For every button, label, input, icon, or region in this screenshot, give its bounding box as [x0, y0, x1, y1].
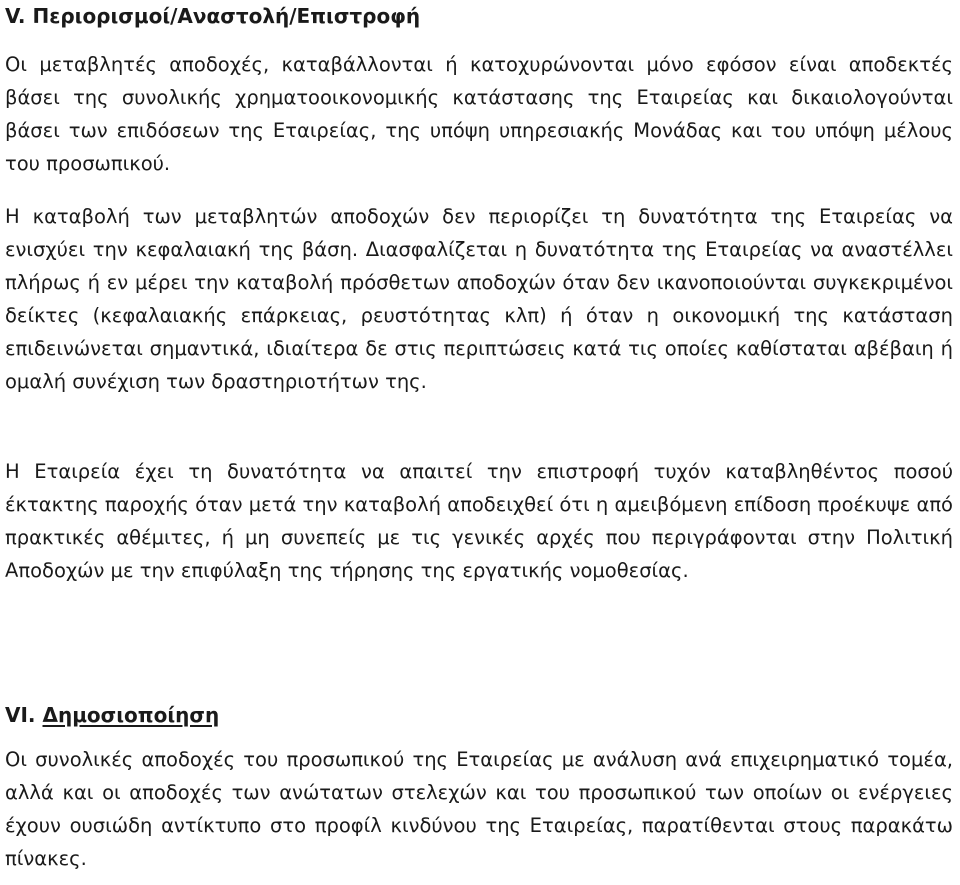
section-title: Δημοσιοποίηση	[42, 703, 220, 727]
section-heading-restrictions: V. Περιορισμοί/Αναστολή/Επιστροφή	[5, 4, 421, 28]
paragraph-clawback: Η Εταιρεία έχει τη δυνατότητα να απαιτεί την επιστροφή τυχόν καταβληθέντος ποσού έκτακτης παροχής όταν μετά την καταβολή αποδειχθεί ότι η αμειβόμενη επίδοση προέκυψε από πρακτικές αθέμιτες, ή μη συνεπείς με τις γενικές αρχές που περιγράφονται στην Πολιτική Αποδοχών με την επιφύλαξη της τήρησης της εργατικής νομοθεσίας.	[5, 460, 953, 582]
paragraph-suspension: Η καταβολή των μεταβλητών αποδοχών δεν περιορίζει τη δυνατότητα της Εταιρείας να ενισχύει την κεφαλαιακή της βάση. Διασφαλίζεται η δυνατότητα της Εταιρείας να αναστέλλει πλήρως ή εν μέρει την καταβολή πρόσθετων αποδοχών όταν δεν ικανοποιούνται συγκεκριμένοι δείκτες (κεφαλαιακής επάρκειας, ρευστότητας κλπ) ή όταν η οικονομική της κατάσταση επιδεινώνεται σημαντικά, ιδιαίτερα δε στις περιπτώσεις κατά τις οποίες καθίσταται αβέβαιη ή ομαλή συνέχιση των δραστηριοτήτων της.	[5, 205, 953, 393]
paragraph-disclosure: Οι συνολικές αποδοχές του προσωπικού της Εταιρείας με ανάλυση ανά επιχειρηματικό τομέα, αλλά και οι αποδοχές των ανώτατων στελεχών και του προσωπικού των οποίων οι ενέργειες έχουν ουσιώδη αντίκτυπο στο προφίλ κινδύνου της Εταιρείας, παρατίθενται στους παρακάτω πίνακες.	[5, 748, 953, 870]
section-number: VI.	[5, 703, 36, 727]
section-heading-disclosure	[5, 700, 219, 730]
paragraph-variable-remuneration: Οι μεταβλητές αποδοχές, καταβάλλονται ή κατοχυρώνονται μόνο εφόσον είναι αποδεκτές βάσει της συνολικής χρηματοοικονομικής κατάστασης της Εταιρείας και δικαιολογούνται βάσει των επιδόσεων της Εταιρείας, της υπόψη υπηρεσιακής Μονάδας και του υπόψη μέλους του προσωπικού.	[5, 53, 953, 175]
